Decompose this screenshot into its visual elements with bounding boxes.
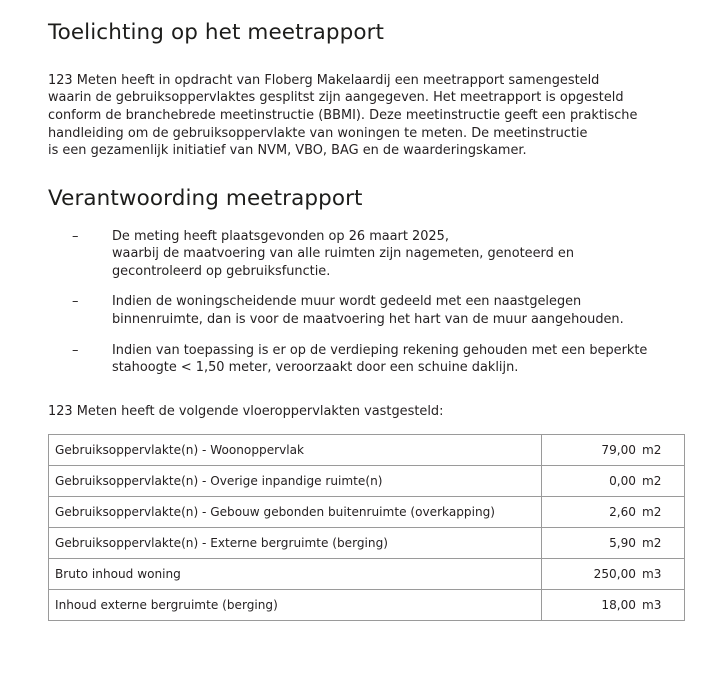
table-cell-label: Gebruiksoppervlakte(n) - Externe bergruimte (berging) xyxy=(49,528,542,559)
table-row xyxy=(49,497,685,528)
list-item-line: binnenruimte, dan is voor de maatvoering het hart van de muur aangehouden. xyxy=(112,311,624,327)
intro-line: waarin de gebruiksoppervlaktes gesplitst zijn aangegeven. Het meetrapport is opgesteld xyxy=(48,90,624,106)
table-cell-label: Gebruiksoppervlakte(n) - Overige inpandige ruimte(n) xyxy=(49,466,542,497)
list-item-line: stahoogte < 1,50 meter, veroorzaakt door een schuine daklijn. xyxy=(112,360,519,376)
intro-line: handleiding om de gebruiksoppervlakte van woningen te meten. De meetinstructie xyxy=(48,125,588,141)
table-cell-value: 79,00 xyxy=(542,435,637,466)
table-cell-label: Gebruiksoppervlakte(n) - Gebouw gebonden buitenruimte (overkapping) xyxy=(49,497,542,528)
dash-bullet-icon: – xyxy=(72,342,79,358)
list-item-line: gecontroleerd op gebruiksfunctie. xyxy=(112,263,331,279)
dash-bullet-icon: – xyxy=(72,294,79,310)
intro-paragraph xyxy=(48,46,672,160)
table-cell-unit: m2 xyxy=(636,497,685,528)
intro-line: conform de branchebrede meetinstructie (BBMI). Deze meetinstructie geeft een praktische xyxy=(48,107,638,123)
section-title-verantwoording: Verantwoording meetrapport xyxy=(48,185,363,211)
table-row xyxy=(49,559,685,590)
verantwoording-list xyxy=(48,212,672,377)
table-cell-value: 2,60 xyxy=(542,497,637,528)
table-row xyxy=(49,528,685,559)
table-row xyxy=(49,590,685,621)
table-cell-unit: m3 xyxy=(636,559,685,590)
table-cell-label: Inhoud externe bergruimte (berging) xyxy=(49,590,542,621)
table-cell-value: 18,00 xyxy=(542,590,637,621)
list-item-line: Indien van toepassing is er op de verdieping rekening gehouden met een beperkte xyxy=(112,342,648,358)
list-item-line: Indien de woningscheidende muur wordt gedeeld met een naastgelegen xyxy=(112,294,582,310)
list-item xyxy=(48,228,672,281)
intro-line: 123 Meten heeft in opdracht van Floberg Makelaardij een meetrapport samengesteld xyxy=(48,72,600,88)
table-cell-unit: m2 xyxy=(636,466,685,497)
dash-bullet-icon: – xyxy=(72,228,79,244)
table-cell-unit: m3 xyxy=(636,590,685,621)
table-lead-text: 123 Meten heeft de volgende vloeroppervlakten vastgesteld: xyxy=(48,403,444,419)
table-cell-value: 0,00 xyxy=(542,466,637,497)
table-cell-value: 5,90 xyxy=(542,528,637,559)
table-row xyxy=(49,435,685,466)
areas-table xyxy=(48,434,685,621)
list-item-line: De meting heeft plaatsgevonden op 26 maart 2025, xyxy=(112,228,449,244)
table-cell-unit: m2 xyxy=(636,528,685,559)
intro-line: is een gezamenlijk initiatief van NVM, VBO, BAG en de waarderingskamer. xyxy=(48,143,527,159)
page-title: Toelichting op het meetrapport xyxy=(48,20,385,45)
table-cell-unit: m2 xyxy=(636,435,685,466)
list-item-line: waarbij de maatvoering van alle ruimten zijn nagemeten, genoteerd en xyxy=(112,246,574,262)
table-cell-label: Gebruiksoppervlakte(n) - Woonoppervlak xyxy=(49,435,542,466)
list-item xyxy=(48,342,672,377)
list-item xyxy=(48,293,672,328)
table-cell-value: 250,00 xyxy=(542,559,637,590)
table-cell-label: Bruto inhoud woning xyxy=(49,559,542,590)
table-row xyxy=(49,466,685,497)
areas-table-wrapper xyxy=(48,420,672,621)
